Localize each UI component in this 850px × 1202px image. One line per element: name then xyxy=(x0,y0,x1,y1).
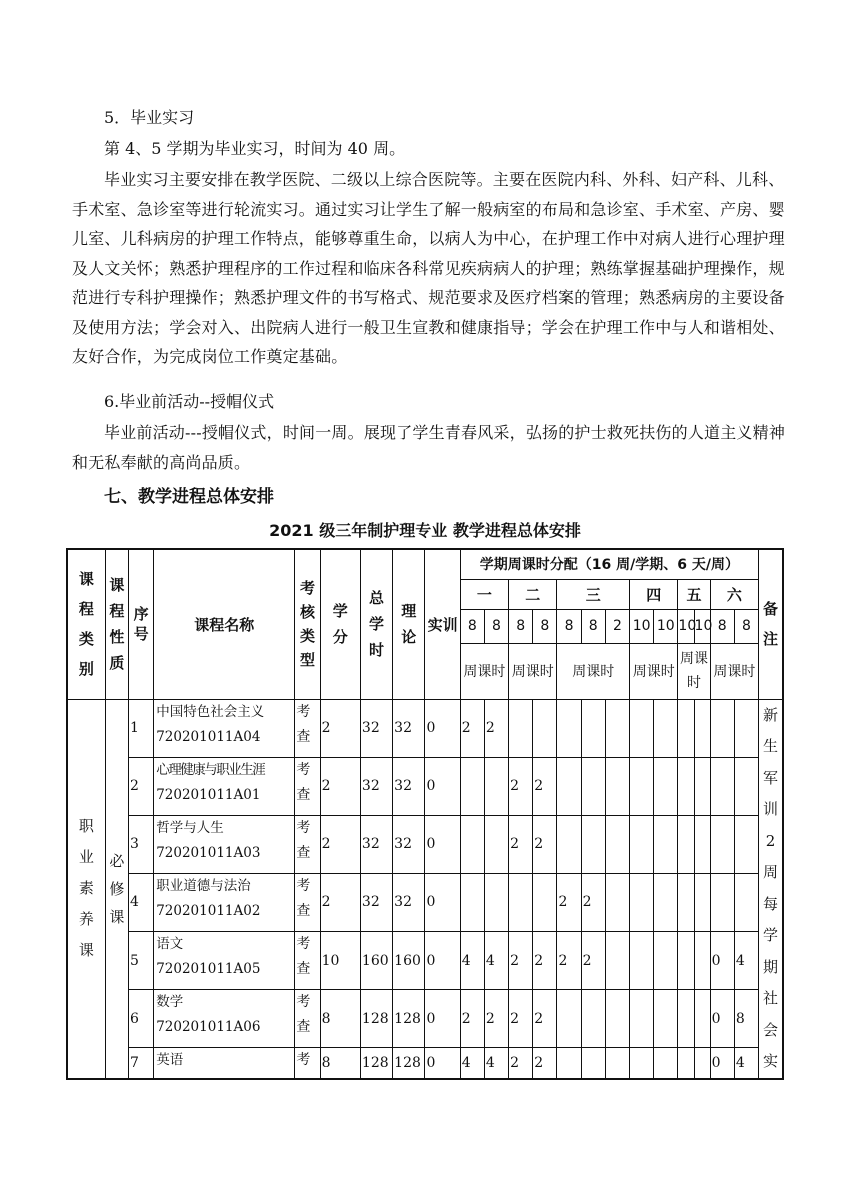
course-name: 职业道德与法治 xyxy=(156,877,251,894)
weekly-hours-value: 4 xyxy=(460,1048,484,1079)
weekly-hours-value xyxy=(710,815,734,873)
weekly-hours-value: 2 xyxy=(509,757,533,815)
section6-body: 毕业前活动---授帽仪式，时间一周。展现了学生青春风采，弘扬的护士救死扶伤的人道主义精神和无私奉献的高尚品质。 xyxy=(72,423,786,472)
weekly-hours-value xyxy=(630,932,654,990)
exam-type: 考查 xyxy=(296,761,311,803)
total-hours: 32 xyxy=(360,699,392,757)
course-name-cell xyxy=(154,699,295,757)
table-row xyxy=(67,757,783,815)
practice-hours: 0 xyxy=(425,815,460,873)
table-row xyxy=(67,990,783,1048)
weekly-hours-value: 2 xyxy=(460,990,484,1048)
course-code: 720201011A06 xyxy=(156,1019,261,1036)
weekly-hours-value: 2 xyxy=(557,873,581,931)
weekly-hours-value xyxy=(694,815,710,873)
table-row xyxy=(67,699,783,757)
week-count-3: 8 xyxy=(509,609,533,643)
exam-type-cell xyxy=(295,699,320,757)
weekly-hours-value xyxy=(557,1048,581,1079)
practice-hours: 0 xyxy=(425,757,460,815)
weekly-hours-value: 2 xyxy=(509,990,533,1048)
h-theory-text: 理论 xyxy=(401,602,417,647)
h-note-text: 备注 xyxy=(763,600,779,649)
weekly-hours-value xyxy=(630,873,654,931)
course-name-cell xyxy=(154,757,295,815)
course-name-cell xyxy=(154,815,295,873)
note-text: 新生军训2周每学期社会实 xyxy=(763,705,779,1070)
weekly-hours-value xyxy=(557,990,581,1048)
section5-heading: 5．毕业实习 xyxy=(104,108,195,127)
weekly-hours-value xyxy=(484,873,508,931)
weekly-hours-value: 0 xyxy=(710,932,734,990)
weekly-hours-value xyxy=(557,815,581,873)
section5-line1: 第 4、5 学期为毕业实习，时间为 40 周。 xyxy=(104,139,406,158)
course-category: 职业素养课 xyxy=(67,699,105,1079)
weekly-hours-value xyxy=(460,757,484,815)
weekly-hours-value xyxy=(581,1048,605,1079)
weekly-hours-value: 2 xyxy=(533,815,557,873)
weekly-hours-value xyxy=(678,932,694,990)
weekly-hours-value xyxy=(460,815,484,873)
weekly-hours-label: 周课时 xyxy=(710,643,758,699)
h-total-text: 总学时 xyxy=(369,589,385,660)
weekly-hours-value xyxy=(678,757,694,815)
week-count-6: 8 xyxy=(581,609,605,643)
course-code: 720201011A02 xyxy=(156,902,261,919)
weekly-hours-value xyxy=(694,1048,710,1079)
weekly-hours-value xyxy=(557,699,581,757)
weekly-hours-value: 2 xyxy=(533,932,557,990)
header-credit xyxy=(320,549,360,699)
weekly-hours-value xyxy=(581,757,605,815)
exam-type: 考 xyxy=(296,1052,311,1069)
weekly-hours-value xyxy=(581,699,605,757)
course-name: 英语 xyxy=(156,1052,184,1069)
section5-body: 毕业实习主要安排在教学医院、二级以上综合医院等。主要在医院内科、外科、妇产科、儿科、手术室、急诊室等进行轮流实习。通过实习让学生了解一般病室的布局和急诊室、手术室、产房、婴儿室、儿科病房的护理工作特点，能够尊重生命，以病人为中心，在护理工作中对病人进行心理护理及人文关怀；熟悉护理程序的工作过程和临床各科常见疾病病人的护理；熟练掌握基础护理操作，规范进行专科护理操作；熟悉护理文件的书写格式、规范要求及医疗档案的管理；熟悉病房的主要设备及使用方法；学会对入、出院病人进行一般卫生宣教和健康指导；学会在护理工作中与人和谐相处、友好合作，为完成岗位工作奠定基础。 xyxy=(72,170,785,366)
weekly-hours-value: 2 xyxy=(557,932,581,990)
exam-type-cell xyxy=(295,990,320,1048)
total-hours: 32 xyxy=(360,873,392,931)
weekly-hours-value xyxy=(654,815,678,873)
h-cat-text: 课程类别 xyxy=(78,570,94,679)
weekly-hours-label: 周课时 xyxy=(678,643,710,699)
exam-type: 考查 xyxy=(296,819,311,861)
week-count-9: 10 xyxy=(654,609,678,643)
h-exam-text: 考核类型 xyxy=(299,579,315,670)
weekly-hours-value xyxy=(710,757,734,815)
theory-hours: 32 xyxy=(393,873,425,931)
table-row xyxy=(67,1048,783,1079)
weekly-hours-value: 4 xyxy=(460,932,484,990)
weekly-hours-value xyxy=(484,757,508,815)
weekly-hours-value xyxy=(654,873,678,931)
weekly-hours-value xyxy=(509,873,533,931)
row-index: 3 xyxy=(129,815,154,873)
weekly-hours-value xyxy=(605,932,629,990)
weekly-hours-value xyxy=(678,815,694,873)
weekly-hours-value xyxy=(654,932,678,990)
weekly-hours-value xyxy=(734,757,758,815)
weekly-hours-value: 4 xyxy=(484,932,508,990)
weekly-hours-value xyxy=(694,990,710,1048)
weekly-hours-value: 8 xyxy=(734,990,758,1048)
weekly-hours-value xyxy=(630,757,654,815)
credit: 8 xyxy=(320,990,360,1048)
row-index: 2 xyxy=(129,757,154,815)
exam-type-cell xyxy=(295,757,320,815)
weekly-hours-value xyxy=(654,757,678,815)
exam-type: 考查 xyxy=(296,936,311,978)
weekly-hours-value xyxy=(630,815,654,873)
course-code: 720201011A05 xyxy=(156,961,261,978)
weekly-hours-value xyxy=(694,699,710,757)
weekly-hours-value xyxy=(533,699,557,757)
theory-hours: 128 xyxy=(393,1048,425,1079)
weekly-hours-value: 2 xyxy=(533,990,557,1048)
weekly-hours-value xyxy=(605,699,629,757)
weekly-hours-value xyxy=(605,815,629,873)
weekly-hours-label: 周课时 xyxy=(460,643,508,699)
weekly-hours-value xyxy=(581,990,605,1048)
semester-5: 五 xyxy=(678,579,710,609)
weekly-hours-value: 2 xyxy=(484,699,508,757)
weekly-hours-value xyxy=(605,757,629,815)
weekly-hours-value xyxy=(678,990,694,1048)
weekly-hours-value xyxy=(710,699,734,757)
weekly-hours-value xyxy=(460,873,484,931)
weekly-hours-label: 周课时 xyxy=(509,643,557,699)
course-code: 720201011A01 xyxy=(156,786,261,803)
header-nature xyxy=(105,549,128,699)
header-allocation: 学期周课时分配（16 周/学期、6 天/周） xyxy=(460,549,758,579)
practice-hours: 0 xyxy=(425,932,460,990)
total-hours: 160 xyxy=(360,932,392,990)
week-count-4: 8 xyxy=(533,609,557,643)
weekly-hours-value: 2 xyxy=(581,873,605,931)
practice-hours: 0 xyxy=(425,699,460,757)
week-count-12: 8 xyxy=(710,609,734,643)
exam-type-cell xyxy=(295,932,320,990)
weekly-hours-value xyxy=(605,990,629,1048)
week-count-5: 8 xyxy=(557,609,581,643)
weekly-hours-value xyxy=(734,699,758,757)
section7-heading: 七、教学进程总体安排 xyxy=(104,487,274,507)
semester-6: 六 xyxy=(710,579,758,609)
header-practice: 实训 xyxy=(425,549,460,699)
course-name: 中国特色社会主义 xyxy=(156,703,265,720)
total-hours: 128 xyxy=(360,1048,392,1079)
total-hours: 128 xyxy=(360,990,392,1048)
weekly-hours-value: 2 xyxy=(533,1048,557,1079)
theory-hours: 160 xyxy=(393,932,425,990)
exam-type: 考查 xyxy=(296,877,311,919)
course-name: 数学 xyxy=(156,994,184,1011)
weekly-hours-value xyxy=(678,873,694,931)
course-name-cell xyxy=(154,990,295,1048)
theory-hours: 32 xyxy=(393,757,425,815)
exam-type: 考查 xyxy=(296,703,311,745)
row-index: 5 xyxy=(129,932,154,990)
h-idx-text: 序号 xyxy=(133,605,149,644)
weekly-hours-label: 周课时 xyxy=(557,643,630,699)
header-course-name: 课程名称 xyxy=(154,549,295,699)
credit: 10 xyxy=(320,932,360,990)
weekly-hours-value xyxy=(734,873,758,931)
practice-hours: 0 xyxy=(425,1048,460,1079)
week-count-7: 2 xyxy=(605,609,629,643)
weekly-hours-value xyxy=(710,873,734,931)
weekly-hours-label: 周课时 xyxy=(630,643,678,699)
header-total-hours xyxy=(360,549,392,699)
credit: 2 xyxy=(320,757,360,815)
table-row xyxy=(67,873,783,931)
weekly-hours-value: 2 xyxy=(581,932,605,990)
week-count-10: 10 xyxy=(678,609,694,643)
weekly-hours-value xyxy=(654,699,678,757)
header-note xyxy=(759,549,783,699)
theory-hours: 32 xyxy=(393,815,425,873)
weekly-hours-value xyxy=(557,757,581,815)
weekly-hours-value xyxy=(533,873,557,931)
h-credit-text: 学分 xyxy=(332,602,348,647)
weekly-hours-value xyxy=(654,1048,678,1079)
semester-2: 二 xyxy=(509,579,557,609)
weekly-hours-value: 2 xyxy=(509,932,533,990)
course-code: 720201011A03 xyxy=(156,844,261,861)
weekly-hours-value xyxy=(509,699,533,757)
row-index: 1 xyxy=(129,699,154,757)
semester-1: 一 xyxy=(460,579,508,609)
course-name: 语文 xyxy=(156,936,184,953)
credit: 2 xyxy=(320,699,360,757)
course-name: 心理健康与职业生涯 xyxy=(156,761,265,778)
weekly-hours-value xyxy=(734,815,758,873)
total-hours: 32 xyxy=(360,815,392,873)
course-name: 哲学与人生 xyxy=(156,819,224,836)
weekly-hours-value xyxy=(484,815,508,873)
exam-type-cell xyxy=(295,873,320,931)
credit: 2 xyxy=(320,873,360,931)
weekly-hours-value: 2 xyxy=(509,1048,533,1079)
practice-hours: 0 xyxy=(425,873,460,931)
weekly-hours-value: 2 xyxy=(533,757,557,815)
week-count-8: 10 xyxy=(630,609,654,643)
header-theory xyxy=(393,549,425,699)
weekly-hours-value xyxy=(694,932,710,990)
header-exam-type xyxy=(295,549,320,699)
weekly-hours-value xyxy=(654,990,678,1048)
exam-type-cell xyxy=(295,1048,320,1079)
header-index xyxy=(129,549,154,699)
course-name-cell xyxy=(154,1048,295,1079)
table-title: 2021 级三年制护理专业 教学进程总体安排 xyxy=(269,521,581,540)
header-category xyxy=(67,549,105,699)
weekly-hours-value: 4 xyxy=(734,932,758,990)
exam-type-cell xyxy=(295,815,320,873)
weekly-hours-value: 0 xyxy=(710,990,734,1048)
note-cell xyxy=(759,699,783,1079)
row-index: 6 xyxy=(129,990,154,1048)
weekly-hours-value xyxy=(694,873,710,931)
weekly-hours-value xyxy=(605,1048,629,1079)
weekly-hours-value: 4 xyxy=(484,1048,508,1079)
weekly-hours-value xyxy=(630,1048,654,1079)
weekly-hours-value: 0 xyxy=(710,1048,734,1079)
course-name-cell xyxy=(154,932,295,990)
row-index: 7 xyxy=(129,1048,154,1079)
weekly-hours-value xyxy=(630,699,654,757)
semester-4: 四 xyxy=(630,579,678,609)
course-code: 720201011A04 xyxy=(156,728,261,745)
weekly-hours-value: 4 xyxy=(734,1048,758,1079)
weekly-hours-value xyxy=(678,1048,694,1079)
theory-hours: 32 xyxy=(393,699,425,757)
weekly-hours-value: 2 xyxy=(460,699,484,757)
weekly-hours-value: 2 xyxy=(509,815,533,873)
weekly-hours-value xyxy=(605,873,629,931)
exam-type: 考查 xyxy=(296,994,311,1036)
table-row xyxy=(67,815,783,873)
theory-hours: 128 xyxy=(393,990,425,1048)
weekly-hours-value xyxy=(678,699,694,757)
practice-hours: 0 xyxy=(425,990,460,1048)
section6-heading: 6.毕业前活动--授帽仪式 xyxy=(104,392,275,411)
teaching-schedule-table xyxy=(66,548,784,1080)
course-name-cell xyxy=(154,873,295,931)
week-count-13: 8 xyxy=(734,609,758,643)
h-nat-text: 课程性质 xyxy=(109,576,125,673)
credit: 8 xyxy=(320,1048,360,1079)
weekly-hours-value xyxy=(581,815,605,873)
table-row xyxy=(67,932,783,990)
credit: 2 xyxy=(320,815,360,873)
week-count-1: 8 xyxy=(460,609,484,643)
semester-3: 三 xyxy=(557,579,630,609)
week-count-11: 10 xyxy=(694,609,710,643)
row-index: 4 xyxy=(129,873,154,931)
course-nature: 必修课 xyxy=(105,699,128,1079)
weekly-hours-value xyxy=(630,990,654,1048)
week-count-2: 8 xyxy=(484,609,508,643)
weekly-hours-value: 2 xyxy=(484,990,508,1048)
total-hours: 32 xyxy=(360,757,392,815)
weekly-hours-value xyxy=(694,757,710,815)
